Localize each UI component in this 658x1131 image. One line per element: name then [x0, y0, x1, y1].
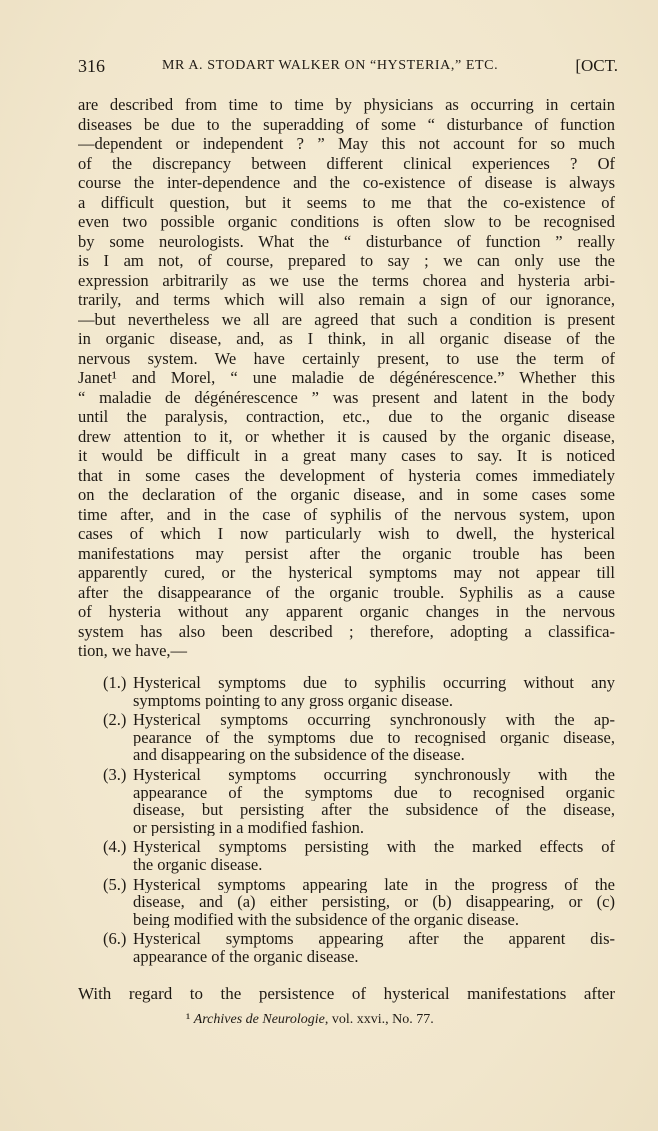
list-item-line: disease, and (a) either persisting, or (b) disappearing, or (c)	[133, 893, 615, 911]
list-item	[103, 930, 615, 965]
text-line: course the inter-dependence and the co-existence of disease is always	[78, 173, 615, 192]
list-item	[103, 766, 615, 836]
footnote-journal: Archives de Neurologie	[193, 1012, 325, 1027]
list-item-number: (3.)	[103, 764, 127, 784]
issue-month: [OCT.	[575, 56, 618, 75]
footnote-marker: ¹	[186, 1012, 191, 1027]
text-line: is I am not, of course, prepared to say ; we can only use the	[78, 251, 615, 270]
list-item-line: and disappearing on the subsidence of the disease.	[133, 746, 465, 764]
list-item	[103, 838, 615, 873]
text-line: —dependent or independent ? ” May this not account for so much	[78, 134, 615, 153]
text-line: time after, and in the case of syphilis of the nervous system, upon	[78, 504, 615, 524]
text-line: it would be difficult in a great many cases to say. It is noticed	[78, 446, 615, 465]
text-line: nervous system. We have certainly present, to use the term of	[78, 348, 615, 368]
footnote-citation: , vol. xxvi., No. 77.	[324, 1012, 434, 1027]
page-number: 316	[78, 56, 105, 76]
text-line: in organic disease, and, as I think, in all organic disease of the	[78, 329, 615, 348]
text-line: —but nevertheless we all are agreed that such a condition is present	[78, 309, 615, 329]
list-item-number: (5.)	[103, 874, 127, 894]
list-item-line: Hysterical symptoms persisting with the marked effects of	[133, 838, 615, 856]
text-line: system has also been described ; therefore, adopting a classifica-	[78, 621, 615, 641]
text-line: a difficult question, but it seems to me that the co-existence of	[78, 192, 615, 212]
text-line: expression arbitrarily as we use the terms chorea and hysteria arbi-	[78, 270, 615, 290]
closing-line-text: With regard to the persistence of hysterical manifestations after	[78, 984, 615, 1003]
text-line: drew attention to it, or whether it is caused by the organic disease,	[78, 426, 615, 446]
text-line: by some neurologists. What the “ disturbance of function ” really	[78, 231, 615, 251]
text-line: on the declaration of the organic disease, and in some cases some	[78, 485, 615, 504]
text-line: diseases be due to the superadding of some “ disturbance of function	[78, 114, 615, 134]
text-line: until the paralysis, contraction, etc., due to the organic disease	[78, 407, 615, 426]
text-line: cases of which I now particularly wish to dwell, the hysterical	[78, 524, 615, 543]
list-item-number: (4.)	[103, 837, 127, 857]
text-line: tion, we have,—	[78, 641, 188, 660]
running-head-title: MR A. STODART WALKER ON “HYSTERIA,” ETC.	[162, 58, 499, 73]
list-item-line: appearance of the symptoms due to recognised organic	[133, 783, 615, 802]
list-item-line: appearance of the organic disease.	[133, 947, 359, 966]
text-line: that in some cases the development of hysteria comes immediately	[78, 465, 615, 485]
list-item-line: pearance of the symptoms due to recognised organic disease,	[133, 728, 615, 747]
list-item-line: Hysterical symptoms due to syphilis occurring without any	[133, 674, 615, 692]
list-item-line: or persisting in a modified fashion.	[133, 818, 364, 837]
list-item-line: being modified with the subsidence of the organic disease.	[133, 910, 519, 929]
text-line: even two possible organic conditions is often slow to be recognised	[78, 212, 615, 231]
text-line: of hysteria without any apparent organic changes in the nervous	[78, 602, 615, 621]
closing-line	[78, 984, 615, 1004]
list-item	[103, 876, 615, 929]
list-item-number: (6.)	[103, 929, 127, 949]
text-line: trarily, and terms which will also remain a sign of our ignorance,	[78, 290, 615, 309]
list-item	[103, 711, 615, 764]
text-line: are described from time to time by physicians as occurring in certain	[78, 95, 615, 114]
text-line: apparently cured, or the hysterical symptoms may not appear till	[78, 563, 615, 582]
classification-list	[103, 674, 615, 968]
list-item-number: (1.)	[103, 673, 127, 692]
text-line: Janet¹ and Morel, “ une maladie de dégénérescence.” Whether this	[78, 368, 615, 387]
list-item-line: disease, but persisting after the subsidence of the disease,	[133, 801, 615, 819]
list-item-line: Hysterical symptoms occurring synchronously with the	[133, 765, 615, 784]
list-item-line: Hysterical symptoms appearing late in the progress of the	[133, 875, 615, 894]
list-item-line: Hysterical symptoms appearing after the apparent dis-	[133, 930, 615, 948]
list-item-line: Hysterical symptoms occurring synchronously with the ap-	[133, 711, 615, 729]
list-item-number: (2.)	[103, 710, 127, 730]
text-line: after the disappearance of the organic trouble. Syphilis as a cause	[78, 582, 615, 602]
text-line: of the discrepancy between different clinical experiences ? Of	[78, 153, 615, 173]
list-item-line: symptoms pointing to any gross organic disease.	[133, 691, 454, 710]
text-line: “ maladie de dégénérescence ” was present and latent in the body	[78, 387, 615, 407]
list-item	[103, 674, 615, 709]
body-paragraph	[78, 95, 615, 661]
footnote	[186, 1011, 434, 1029]
running-header	[78, 56, 618, 80]
text-line: manifestations may persist after the organic trouble has been	[78, 543, 615, 563]
list-item-line: the organic disease.	[133, 855, 263, 874]
